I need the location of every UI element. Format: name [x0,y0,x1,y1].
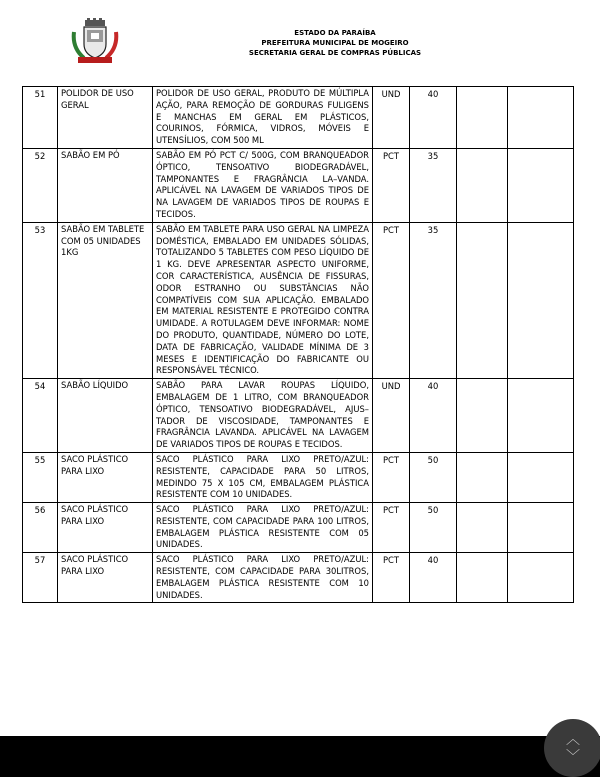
item-name: SABÃO LÍQUIDO [58,379,153,453]
unit-price-cell [457,87,508,149]
chevron-up-icon[interactable]: ︿ [566,732,580,748]
item-number: 55 [23,452,58,502]
item-number: 54 [23,379,58,453]
item-quantity: 40 [410,379,457,453]
item-unit: PCT [373,222,410,378]
header-secretariat: SECRETARIA GERAL DE COMPRAS PÚBLICAS [248,49,422,57]
header-text [235,28,435,58]
total-price-cell [508,379,574,453]
item-number: 53 [23,222,58,378]
item-name: POLIDOR DE USO GERAL [58,87,153,149]
item-number: 51 [23,87,58,149]
item-number: 56 [23,503,58,553]
item-number: 57 [23,553,58,603]
table-row [23,553,574,603]
item-description: SACO PLÁSTICO PARA LIXO PRETO/AZUL: RESISTENTE, COM CAPACIDADE PARA 100 LITROS, EMBALAGEM PLÁSTICA RESISTENTE COM 05 UNIDADES. [153,503,373,553]
table-row [23,379,574,453]
unit-price-cell [457,503,508,553]
item-description: SACO PLÁSTICO PARA LIXO PRETO/AZUL: RESISTENTE, COM CAPACIDADE PARA 30LITROS, EMBALAGEM PLÁSTICA RESISTENTE COM 10 UNIDADES. [153,553,373,603]
table-row [23,148,574,222]
item-quantity: 40 [410,87,457,149]
item-unit: UND [373,87,410,149]
municipal-crest-icon [70,18,120,64]
page-scroll-control[interactable] [544,719,600,777]
total-price-cell [508,148,574,222]
item-quantity: 35 [410,148,457,222]
item-quantity: 50 [410,452,457,502]
table-row [23,222,574,378]
item-quantity: 40 [410,553,457,603]
item-name: SABÃO EM PÓ [58,148,153,222]
item-unit: PCT [373,452,410,502]
item-unit: UND [373,379,410,453]
item-quantity: 50 [410,503,457,553]
unit-price-cell [457,148,508,222]
table-row [23,87,574,149]
unit-price-cell [457,553,508,603]
item-unit: PCT [373,553,410,603]
item-description: SABÃO PARA LAVAR ROUPAS LÍQUIDO, EMBALAGEM DE 1 LITRO, COM BRANQUEADOR ÓPTICO, TENSOATIVO BIODEGRADÁVEL, AJUS–TADOR DE VISCOSIDADE, TAMPONANTES E FRAGRÂNCIA LAVANDA. APLICÁVEL NA LAVAGEM DE VARIADOS TIPOS DE ROUPAS E TECIDOS. [153,379,373,453]
total-price-cell [508,87,574,149]
total-price-cell [508,503,574,553]
table-row [23,503,574,553]
unit-price-cell [457,222,508,378]
total-price-cell [508,222,574,378]
item-unit: PCT [373,148,410,222]
item-unit: PCT [373,503,410,553]
item-name: SACO PLÁSTICO PARA LIXO [58,553,153,603]
total-price-cell [508,553,574,603]
item-number: 52 [23,148,58,222]
total-price-cell [508,452,574,502]
unit-price-cell [457,452,508,502]
unit-price-cell [457,379,508,453]
item-description: SABÃO EM TABLETE PARA USO GERAL NA LIMPEZA DOMÉSTICA, EMBALADO EM UNIDADES SÓLIDAS, TOTALIZANDO 5 TABLETES COM PESO LÍQUIDO DE 1 KG. DEVE APRESENTAR ASPECTO UNIFORME, COR CARACTERÍSTICA, AUSÊNCIA DE FISSURAS, ODOR ESTRANHO OU SUBSTÂNCIAS NÃO COMPATÍVEIS COM SUA APLICAÇÃO. EMBALADO EM MATERIAL RESISTENTE E PROTEGIDO CONTRA UMIDADE. A ROTULAGEM DEVE INFORMAR: NOME DO PRODUTO, QUANTIDADE, NÚMERO DO LOTE, DATA DE FABRICAÇÃO, VALIDADE MÍNIMA DE 3 MESES E IDENTIFICAÇÃO DO FABRICANTE OU RESPONSÁVEL TÉCNICO. [153,222,373,378]
item-description: SABÃO EM PÓ PCT C/ 500G, COM BRANQUEADOR ÓPTICO, TENSOATIVO BIODEGRADÁVEL, TAMPONANTES E FRAGRÂNCIA LA–VANDA. APLICÁVEL NA LAVAGEM DE VARIADOS TIPOS DE NA LAVAGEM DE VARIADOS TIPOS DE ROUPAS E TECIDOS. [153,148,373,222]
chevron-down-icon[interactable]: ﹀ [566,749,580,765]
header-state: ESTADO DA PARAÍBA [294,29,376,37]
item-name: SACO PLÁSTICO PARA LIXO [58,452,153,502]
document-header [0,0,600,86]
item-name: SACO PLÁSTICO PARA LIXO [58,503,153,553]
header-prefecture: PREFEITURA MUNICIPAL DE MOGEIRO [261,39,409,47]
table-row [23,452,574,502]
item-description: POLIDOR DE USO GERAL, PRODUTO DE MÚLTIPLA AÇÃO, PARA REMOÇÃO DE GORDURAS FULIGENS E MANCHAS EM GERAL EM PLÁSTICOS, COURINOS, FÓRMICA, VIDROS, MÓVEIS E UTENSÍLIOS, COM 500 ML [153,87,373,149]
items-table [22,86,574,603]
item-name: SABÃO EM TABLETE COM 05 UNIDADES 1KG [58,222,153,378]
item-quantity: 35 [410,222,457,378]
item-description: SACO PLÁSTICO PARA LIXO PRETO/AZUL: RESISTENTE, CAPACIDADE PARA 50 LITROS, MEDINDO 75 X 105 CM, EMBALAGEM PLÁSTICA RESISTENTE COM 10 UNIDADES. [153,452,373,502]
